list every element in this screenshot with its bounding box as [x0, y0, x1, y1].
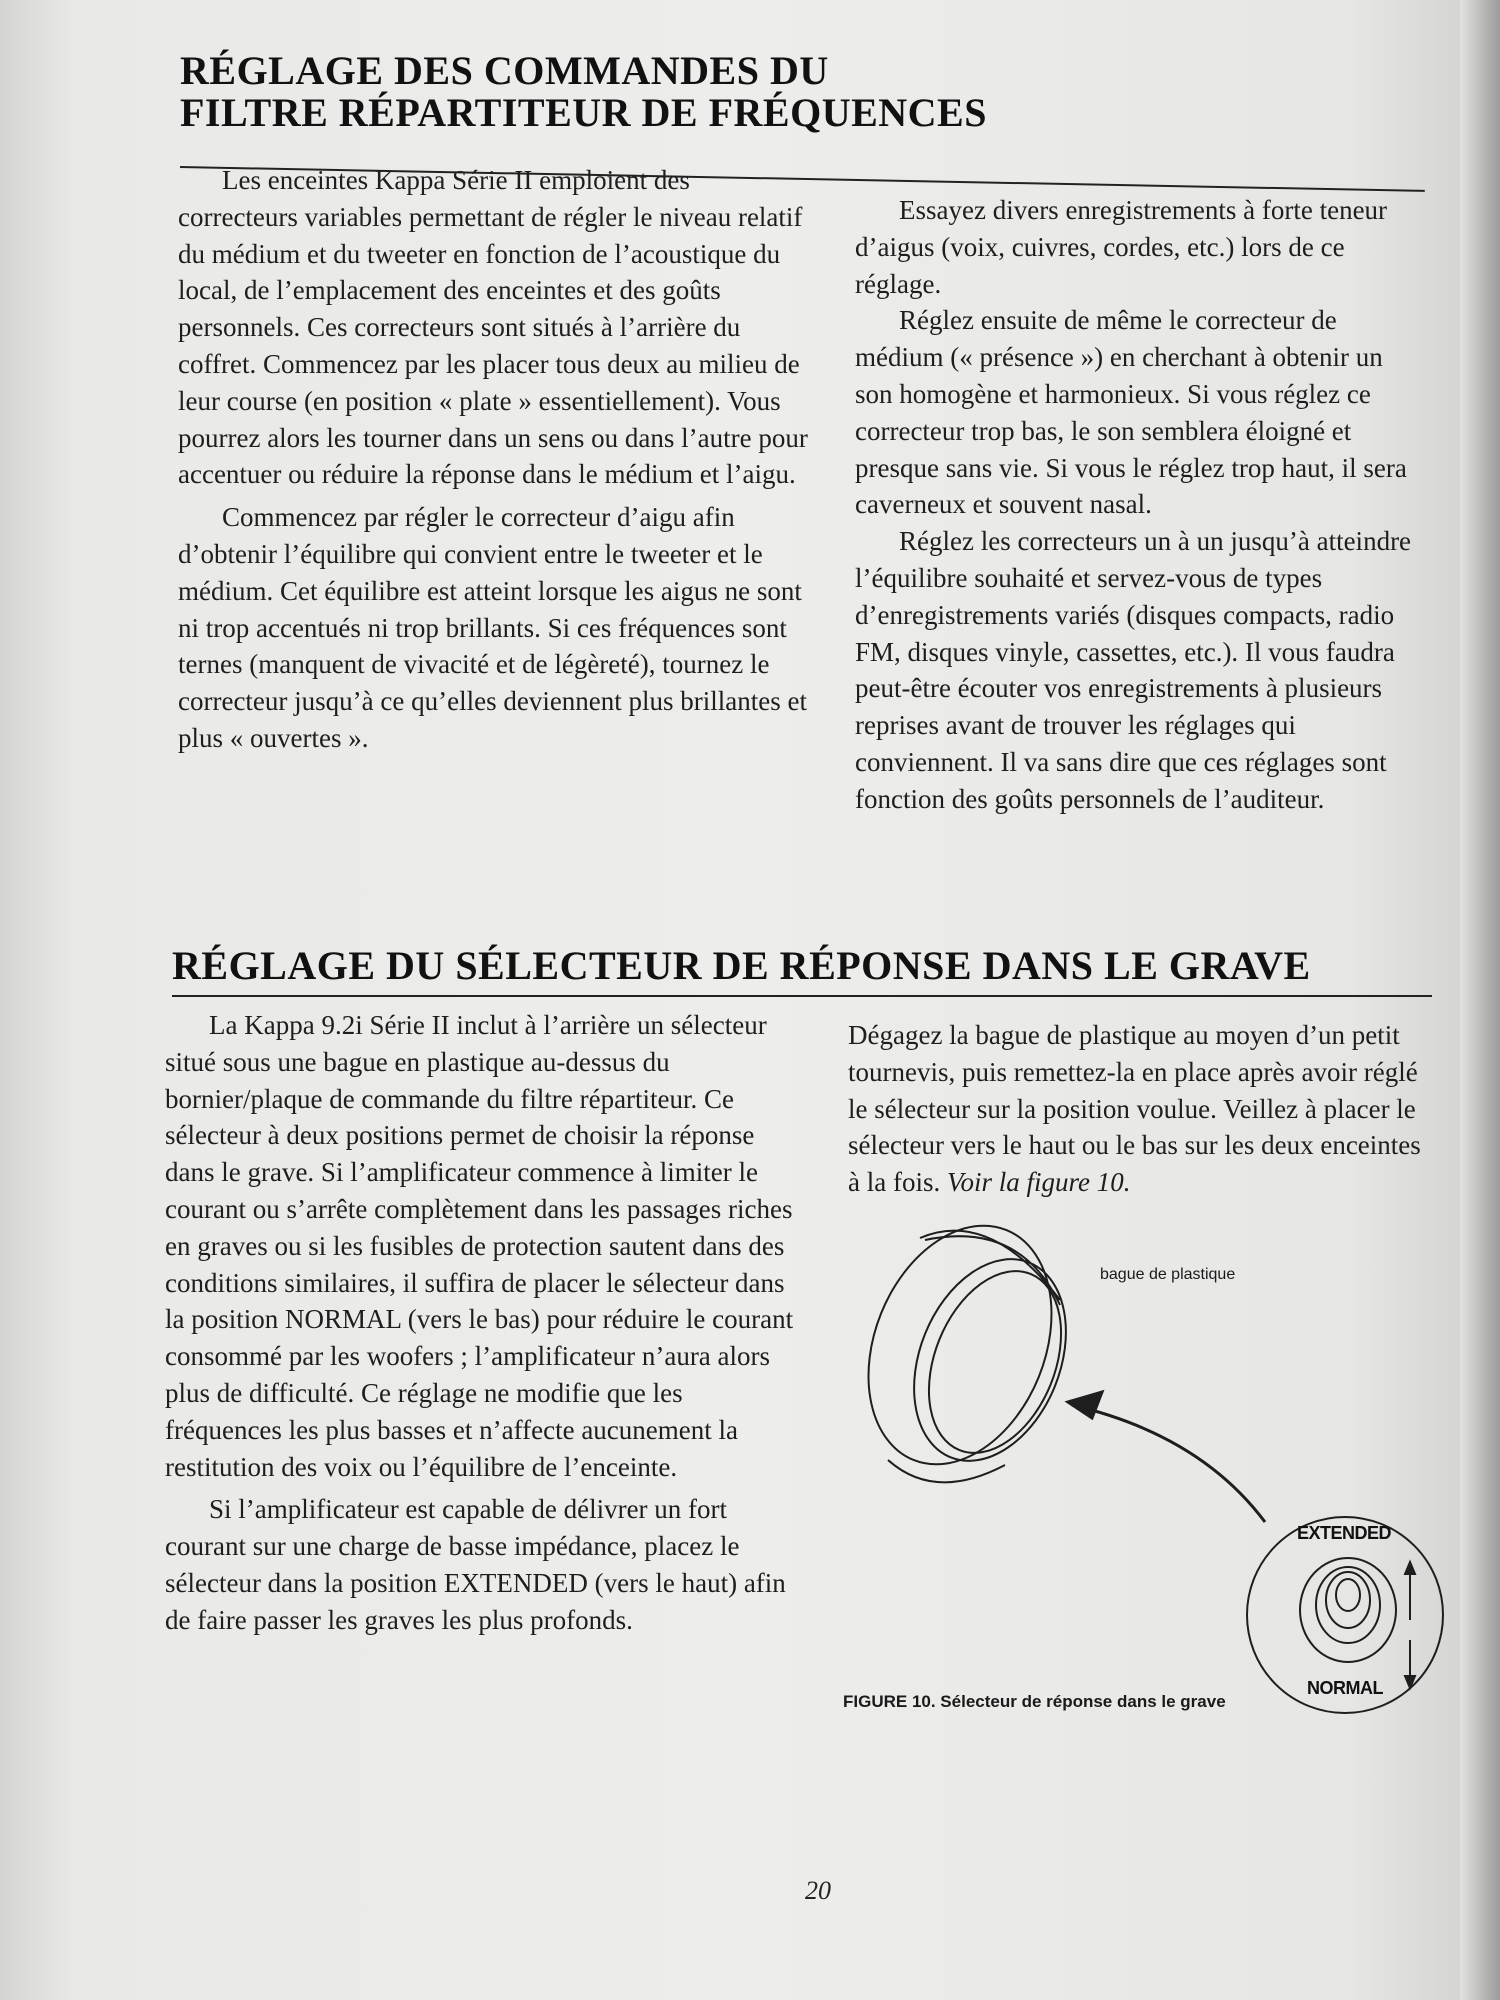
paragraph: Commencez par régler le correcteur d’aigu afin d’obtenir l’équilibre qui convient entre le tweeter et le médium. Cet équilibre est atteint lorsque les aigus ne sont ni trop accentués ni trop brillants. Si ces fréquences sont ternes (manquent de vivacité et de légèreté), tournez le correcteur jusqu’à ce qu’elles deviennent plus brillantes et plus « ouvertes ». [178, 502, 808, 753]
switch-normal-label: NORMAL [1307, 1678, 1383, 1698]
paragraph: Essayez divers enregistrements à forte teneur d’aigus (voix, cuivres, cordes, etc.) lors de ce réglage. [855, 195, 1388, 299]
page-number: 20 [805, 1876, 831, 1905]
section1-title-line2: FILTRE RÉPARTITEUR DE FRÉQUENCES [180, 90, 987, 135]
section1-column-right [855, 192, 1415, 818]
section2-title: RÉGLAGE DU SÉLECTEUR DE RÉPONSE DANS LE GRAVE [172, 943, 1311, 988]
paragraph: La Kappa 9.2i Série II inclut à l’arrière un sélecteur situé sous une bague en plastique au-dessus du bornier/plaque de commande du filtre répartiteur. Ce sélecteur à deux positions permet de choisir la réponse dans le grave. Si l’amplificateur commence à limiter le courant ou s’arrête complètement dans les passages riches en graves ou si les fusibles de protection sautent dans des conditions similaires, il suffira de placer le sélecteur dans la position NORMAL (vers le bas) pour réduire le courant consommé par les woofers ; l’amplificateur n’aura alors plus de difficulté. Ce réglage ne modifie que les fréquences les plus basses et n’affecte aucunement la restitution des voix ou l’équilibre de l’enceinte. [165, 1010, 794, 1482]
section2-rule [172, 995, 1432, 997]
section1-title-line1: RÉGLAGE DES COMMANDES DU [180, 48, 829, 93]
paragraph: Les enceintes Kappa Série II emploient des correcteurs variables permettant de régler le niveau relatif du médium et du tweeter en fonction de l’acoustique du local, de l’emplacement des enceintes et des goûts personnels. Ces correcteurs sont situés à l’arrière du coffret. Commencez par les placer tous deux au milieu de leur course (en position « plate » essentiellement). Vous pourrez alors les tourner dans un sens ou dans l’autre pour accentuer ou réduire la réponse dans le médium et l’aigu. [178, 165, 808, 490]
plastic-ring-drawing [840, 1210, 1094, 1492]
figure-caption: FIGURE 10. Sélecteur de réponse dans le grave [843, 1692, 1226, 1711]
arrow-drawing [1068, 1392, 1265, 1522]
figure-reference: Voir la figure 10. [946, 1167, 1131, 1198]
paragraph: Si l’amplificateur est capable de délivrer un fort courant sur une charge de basse impédance, placez le sélecteur dans la position EXTENDED (vers le haut) afin de faire passer les graves les plus profonds. [165, 1494, 786, 1635]
switch-extended-label: EXTENDED [1297, 1523, 1392, 1543]
figure-10-illustration [840, 1210, 1460, 1730]
paragraph-text: Dégagez la bague de plastique au moyen d’un petit tournevis, puis remettez-la en place après avoir réglé le sélecteur sur la position voulue. Veillez à placer le sélecteur vers le haut ou le bas sur les deux enceintes à la fois. [848, 1020, 1421, 1198]
section1-column-left [178, 162, 813, 757]
paragraph: Réglez ensuite de même le correcteur de médium (« présence ») en cherchant à obtenir un son homogène et harmonieux. Si vous réglez ce correcteur trop bas, le son semblera éloigné et presque sans vie. Si vous le réglez trop haut, il sera caverneux et souvent nasal. [855, 305, 1407, 520]
section2-column-right [848, 1017, 1423, 1201]
section2-column-left [165, 1007, 800, 1639]
paragraph: Réglez les correcteurs un à un jusqu’à atteindre l’équilibre souhaité et servez-vous de types d’enregistrements variés (disques compacts, radio FM, disques vinyle, cassettes, etc.). Il vous faudra peut-être écouter vos enregistrements à plusieurs reprises avant de trouver les réglages qui conviennent. Il va sans dire que ces réglages sont fonction des goûts personnels de l’auditeur. [855, 526, 1412, 814]
ring-label: bague de plastique [1100, 1266, 1236, 1283]
paragraph [848, 1017, 1423, 1201]
